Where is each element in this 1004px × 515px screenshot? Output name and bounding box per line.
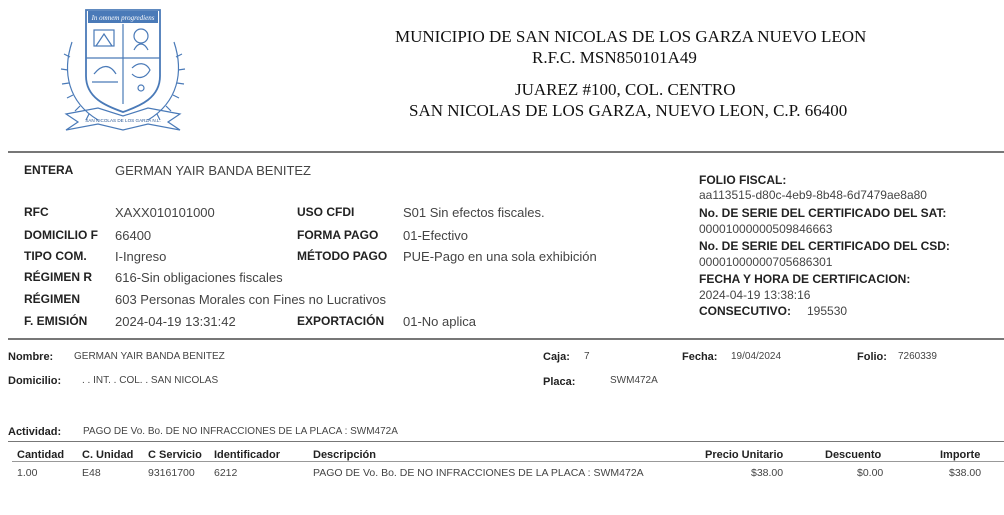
uso-cfdi-value: S01 Sin efectos fiscales.	[403, 205, 545, 220]
col-header-descripcion: Descripción	[313, 449, 376, 461]
rfc-value: XAXX010101000	[115, 205, 215, 220]
fecha-label: Fecha:	[682, 351, 718, 363]
cell-importe: $38.00	[949, 467, 982, 479]
tipo-comprobante-label: TIPO COM.	[24, 249, 87, 263]
regimen-receptor-value: 616-Sin obligaciones fiscales	[115, 270, 283, 285]
cell-identificador: 6212	[214, 467, 238, 479]
caja-value: 7	[584, 351, 590, 362]
nombre-label: Nombre:	[8, 351, 54, 363]
exportacion-value: 01-No aplica	[403, 314, 476, 329]
entera-label: ENTERA	[24, 163, 74, 177]
placa-label: Placa:	[543, 376, 576, 388]
serie-sat-value: 00001000000509846663	[699, 222, 833, 236]
col-header-identificador: Identificador	[214, 449, 281, 461]
placa-value: SWM472A	[610, 375, 658, 386]
serie-csd-value: 00001000000705686301	[699, 255, 833, 269]
entera-value: GERMAN YAIR BANDA BENITEZ	[115, 163, 312, 178]
fecha-certificacion-value: 2024-04-19 13:38:16	[699, 288, 811, 302]
cell-servicio: 93161700	[148, 467, 195, 479]
header-divider	[8, 151, 1004, 153]
serie-csd-label: No. DE SERIE DEL CERTIFICADO DEL CSD:	[699, 239, 950, 253]
fecha-emision-value: 2024-04-19 13:31:42	[115, 314, 236, 329]
cell-descripcion: PAGO DE Vo. Bo. DE NO INFRACCIONES DE LA PLACA : SWM472A	[313, 467, 644, 479]
col-header-precio: Precio Unitario	[705, 449, 784, 461]
regimen-value: 603 Personas Morales con Fines no Lucrativos	[115, 292, 386, 307]
receptor-divider	[8, 338, 1004, 340]
domicilio-fiscal-value: 66400	[115, 228, 152, 243]
logo-banner-text: In omnem progrediens	[91, 14, 155, 22]
folio-value: 7260339	[898, 351, 937, 362]
caja-label: Caja:	[543, 351, 570, 363]
regimen-receptor-label: RÉGIMEN R	[24, 270, 93, 284]
folio-label: Folio:	[857, 351, 887, 363]
rfc-label: RFC	[24, 205, 49, 219]
regimen-label: RÉGIMEN	[24, 292, 81, 306]
forma-pago-value: 01-Efectivo	[403, 228, 469, 243]
table-top-divider	[8, 441, 1004, 442]
folio-fiscal-label: FOLIO FISCAL:	[699, 173, 787, 187]
nombre-value: GERMAN YAIR BANDA BENITEZ	[74, 351, 225, 362]
issuer-rfc: R.F.C. MSN850101A49	[532, 48, 697, 67]
actividad-label: Actividad:	[8, 426, 62, 438]
tipo-comprobante-value: I-Ingreso	[115, 249, 167, 264]
metodo-pago-label: MÉTODO PAGO	[297, 249, 388, 263]
cell-unidad: E48	[82, 467, 101, 479]
folio-fiscal-value: aa113515-d80c-4eb9-8b48-6d7479ae8a80	[699, 188, 927, 202]
cell-precio: $38.00	[751, 467, 784, 479]
municipal-logo	[58, 2, 188, 134]
exportacion-label: EXPORTACIÓN	[297, 314, 385, 328]
metodo-pago-value: PUE-Pago en una sola exhibición	[403, 249, 597, 264]
actividad-value: PAGO DE Vo. Bo. DE NO INFRACCIONES DE LA PLACA : SWM472A	[83, 426, 398, 437]
issuer-address-2: SAN NICOLAS DE LOS GARZA, NUEVO LEON, C.P. 66400	[409, 101, 848, 120]
cell-cantidad: 1.00	[17, 467, 38, 479]
issuer-address-1: JUAREZ #100, COL. CENTRO	[515, 80, 736, 99]
col-header-cantidad: Cantidad	[17, 449, 65, 461]
consecutivo-label: CONSECUTIVO:	[699, 304, 792, 318]
serie-sat-label: No. DE SERIE DEL CERTIFICADO DEL SAT:	[699, 206, 947, 220]
col-header-importe: Importe	[940, 449, 981, 461]
consecutivo-value: 195530	[807, 304, 848, 318]
domicilio-value: . . INT. . COL. . SAN NICOLAS	[82, 375, 219, 386]
uso-cfdi-label: USO CFDI	[297, 205, 355, 219]
fecha-value: 19/04/2024	[731, 351, 782, 362]
table-header-divider	[12, 461, 1004, 462]
cell-descuento: $0.00	[857, 467, 884, 479]
domicilio-label: Domicilio:	[8, 375, 62, 387]
col-header-servicio: C Servicio	[148, 449, 202, 461]
forma-pago-label: FORMA PAGO	[297, 228, 379, 242]
issuer-name: MUNICIPIO DE SAN NICOLAS DE LOS GARZA NUEVO LEON	[395, 27, 867, 46]
logo-ribbon-text: SAN NICOLAS DE LOS GARZA N.L.	[85, 118, 161, 123]
fecha-certificacion-label: FECHA Y HORA DE CERTIFICACION:	[699, 272, 911, 286]
col-header-unidad: C. Unidad	[82, 449, 134, 461]
col-header-descuento: Descuento	[825, 449, 882, 461]
fecha-emision-label: F. EMISIÓN	[24, 314, 88, 328]
domicilio-fiscal-label: DOMICILIO F	[24, 228, 98, 242]
